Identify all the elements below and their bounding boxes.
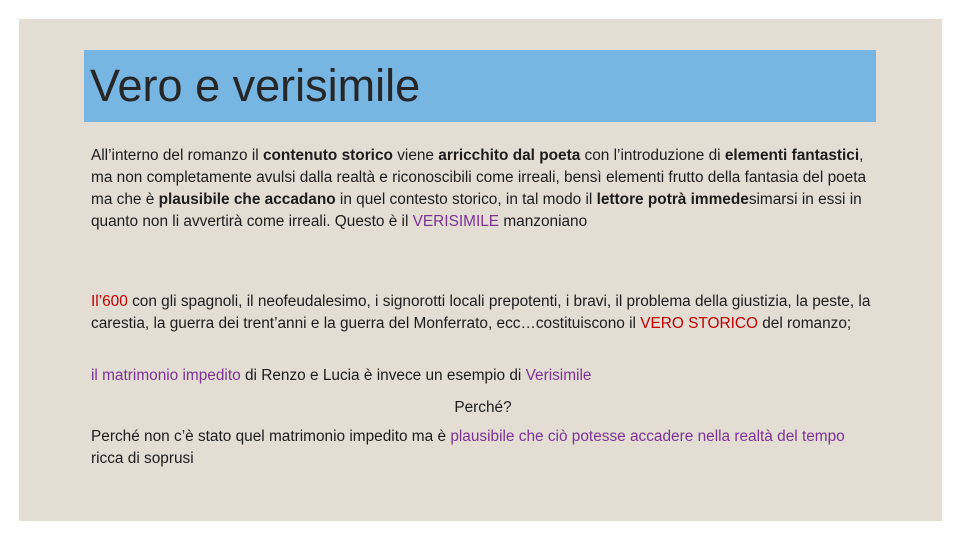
text-span: manzoniano — [499, 213, 588, 230]
text-span: ricca di soprusi — [91, 450, 194, 467]
highlight-matrimonio: il matrimonio impedito — [91, 367, 241, 384]
text-span: Perché non c’è stato quel matrimonio impedito ma è — [91, 428, 451, 445]
title-bar — [84, 50, 876, 122]
highlight-plausibile: plausibile che ciò potesse accadere nella realtà del tempo — [450, 428, 845, 445]
bold-text: contenuto storico — [262, 147, 393, 164]
paragraph-matrimonio — [91, 365, 881, 387]
highlight-verisimile: VERISIMILE — [412, 213, 500, 230]
text-span: in quel contesto storico, in tal modo il — [335, 191, 597, 208]
bold-text: arricchito dal poeta — [438, 147, 581, 164]
text-span: , ma non completamente avulsi dalla realtà e riconoscibili come irreali, bensì elementi frutto della fantasia del poeta ma che è — [91, 147, 867, 208]
paragraph-answer — [91, 426, 881, 470]
text-span: di Renzo e Lucia è invece un esempio di — [240, 367, 526, 384]
text-span: All’interno del romanzo il — [91, 147, 263, 164]
paragraph-verisimile-definition — [91, 145, 881, 233]
text-span: simarsi in essi in quanto non li avvertirà come irreali. Questo è il — [91, 191, 862, 230]
text-span: con l’introduzione di — [580, 147, 725, 164]
highlight-600: Il’600 — [91, 293, 128, 310]
highlight-vero-storico: VERO STORICO — [640, 315, 758, 332]
highlight-verisimile-word: Verisimile — [525, 367, 592, 384]
bold-text: plausibile che accadano — [158, 191, 336, 208]
question-perche — [0, 397, 960, 419]
text-span: Perché? — [454, 399, 512, 416]
bold-text: elementi fantastici — [724, 147, 860, 164]
bold-text: lettore potrà immede — [596, 191, 749, 208]
text-span: del romanzo; — [757, 315, 852, 332]
paragraph-vero-storico — [91, 291, 881, 335]
text-span: con gli spagnoli, il neofeudalesimo, i signorotti locali prepotenti, i bravi, il problema della giustizia, la peste, la carestia, la guerra dei trent’anni e la guerra del Monferrato, ecc…costituiscono il — [91, 293, 871, 332]
slide-title: Vero e verisimile — [90, 60, 421, 111]
text-span: viene — [392, 147, 439, 164]
